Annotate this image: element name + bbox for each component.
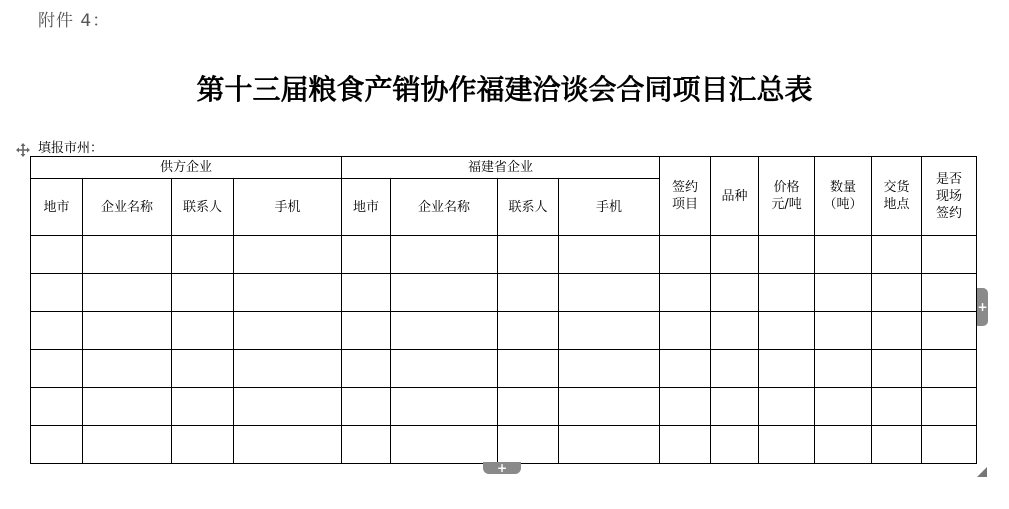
table-cell[interactable] [83,388,172,426]
supplier-company-header: 企业名称 [83,179,172,236]
table-cell[interactable] [815,274,872,312]
table-cell[interactable] [559,274,660,312]
table-cell[interactable] [815,236,872,274]
table-cell[interactable] [815,426,872,464]
table-cell[interactable] [711,236,759,274]
table-cell[interactable] [234,236,342,274]
table-cell[interactable] [498,350,559,388]
table-cell[interactable] [83,236,172,274]
table-cell[interactable] [234,312,342,350]
table-cell[interactable] [660,274,711,312]
table-cell[interactable] [711,350,759,388]
onsite-signing-header: 是否 现场 签约 [922,157,977,236]
table-cell[interactable] [922,426,977,464]
table-cell[interactable] [660,426,711,464]
table-row [31,236,977,274]
table-cell[interactable] [83,274,172,312]
table-cell[interactable] [759,312,815,350]
table-cell[interactable] [31,350,83,388]
table-cell[interactable] [172,426,234,464]
table-cell[interactable] [172,274,234,312]
table-cell[interactable] [711,312,759,350]
delivery-location-header: 交货 地点 [872,157,922,236]
quantity-header: 数量 （吨） [815,157,872,236]
supplier-phone-header: 手机 [234,179,342,236]
table-cell[interactable] [660,350,711,388]
table-cell[interactable] [872,426,922,464]
table-cell[interactable] [234,426,342,464]
plus-icon: + [496,461,508,475]
table-cell[interactable] [759,350,815,388]
table-cell[interactable] [31,312,83,350]
table-cell[interactable] [234,388,342,426]
table-cell[interactable] [872,274,922,312]
table-cell[interactable] [759,426,815,464]
fujian-contact-header: 联系人 [498,179,559,236]
table-cell[interactable] [759,274,815,312]
table-cell[interactable] [498,388,559,426]
fujian-city-header: 地市 [342,179,391,236]
table-cell[interactable] [759,388,815,426]
table-cell[interactable] [342,388,391,426]
table-cell[interactable] [172,350,234,388]
table-cell[interactable] [559,426,660,464]
table-cell[interactable] [498,236,559,274]
table-cell[interactable] [83,426,172,464]
table-cell[interactable] [660,312,711,350]
table-cell[interactable] [922,236,977,274]
table-cell[interactable] [391,236,498,274]
resize-corner-icon [977,467,987,477]
table-row [31,350,977,388]
table-cell[interactable] [660,236,711,274]
page-title: 第十三届粮食产销协作福建洽谈会合同项目汇总表 [196,73,813,106]
table-cell[interactable] [342,350,391,388]
move-arrows-icon [16,143,30,157]
table-cell[interactable] [922,388,977,426]
table-cell[interactable] [234,274,342,312]
table-cell[interactable] [815,350,872,388]
table-cell[interactable] [815,312,872,350]
table-cell[interactable] [922,312,977,350]
table-cell[interactable] [342,426,391,464]
table-body [31,236,977,464]
table-cell[interactable] [559,350,660,388]
table-cell[interactable] [31,426,83,464]
table-cell[interactable] [872,236,922,274]
table-cell[interactable] [31,236,83,274]
table-row [31,312,977,350]
add-column-button[interactable] [977,288,988,326]
table-row [31,426,977,464]
table-cell[interactable] [83,312,172,350]
table-cell[interactable] [498,274,559,312]
table-cell[interactable] [559,388,660,426]
table-cell[interactable] [922,350,977,388]
table-cell[interactable] [711,426,759,464]
table-cell[interactable] [815,388,872,426]
table-cell[interactable] [172,236,234,274]
region-label: 填报市州： [38,141,104,156]
table-cell[interactable] [391,426,498,464]
plus-icon: + [977,300,988,314]
supplier-group-header: 供方企业 [31,157,342,179]
attachment-label: 附件 4： [38,11,111,31]
variety-header: 品种 [711,157,759,236]
table-row [31,388,977,426]
table-cell[interactable] [711,388,759,426]
table-cell[interactable] [391,312,498,350]
table-cell[interactable] [342,274,391,312]
table-cell[interactable] [660,388,711,426]
table-move-handle[interactable] [15,143,31,159]
table-cell[interactable] [234,350,342,388]
table-cell[interactable] [83,350,172,388]
table-cell[interactable] [559,312,660,350]
table-cell[interactable] [31,388,83,426]
table-cell[interactable] [391,388,498,426]
fujian-company-header: 企业名称 [391,179,498,236]
fujian-group-header: 福建省企业 [342,157,660,179]
table-cell[interactable] [172,312,234,350]
price-header: 价格 元/吨 [759,157,815,236]
contract-summary-table [30,156,977,464]
table-resize-handle[interactable] [977,462,987,472]
table-cell[interactable] [872,388,922,426]
table-cell[interactable] [711,274,759,312]
table-cell[interactable] [342,312,391,350]
table-cell[interactable] [872,350,922,388]
table-cell[interactable] [559,236,660,274]
table-cell[interactable] [922,274,977,312]
fujian-phone-header: 手机 [559,179,660,236]
table-cell[interactable] [391,350,498,388]
table-row [31,274,977,312]
table-cell[interactable] [498,426,559,464]
supplier-contact-header: 联系人 [172,179,234,236]
table-cell[interactable] [391,274,498,312]
table-cell[interactable] [872,312,922,350]
signed-project-header: 签约 项目 [660,157,711,236]
table-cell[interactable] [172,388,234,426]
table-cell[interactable] [498,312,559,350]
table-cell[interactable] [342,236,391,274]
table-cell[interactable] [759,236,815,274]
table-cell[interactable] [31,274,83,312]
add-row-button[interactable] [483,462,521,474]
supplier-city-header: 地市 [31,179,83,236]
